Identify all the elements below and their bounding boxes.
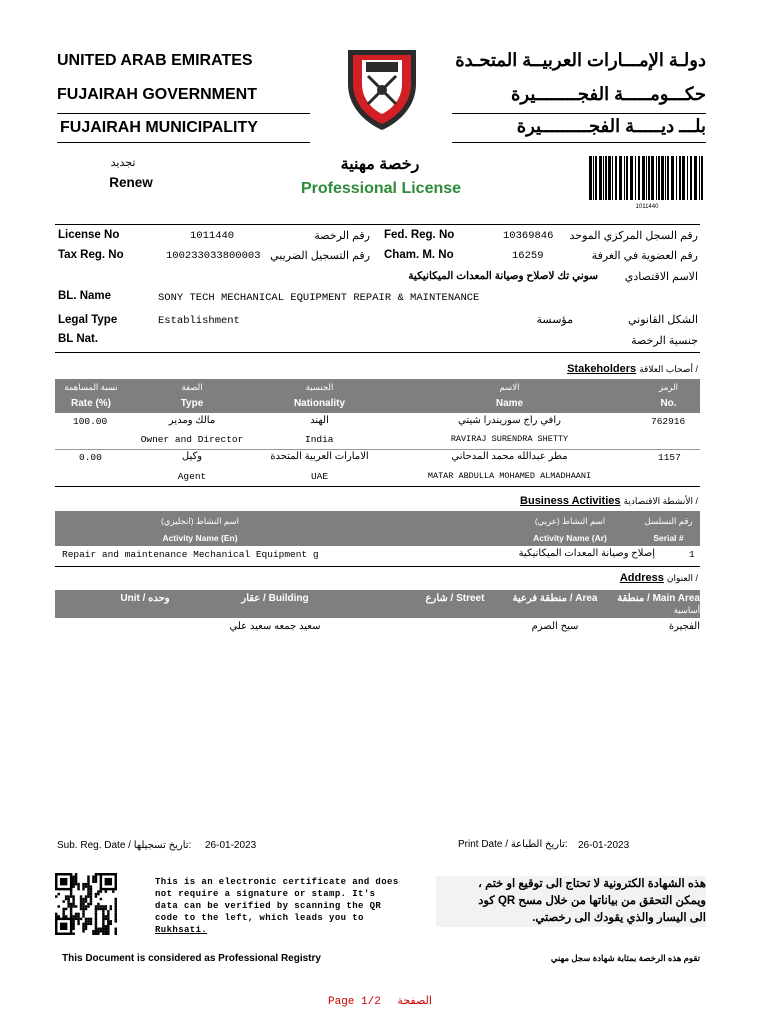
page-number-en: Page 1/2 <box>328 996 381 1008</box>
sub-reg-label: Sub. Reg. Date / تاريخ تسجيلها: <box>57 840 192 851</box>
country-en: UNITED ARAB EMIRATES <box>57 52 253 69</box>
renew-ar: تجديد <box>110 157 136 169</box>
th-serial-ar: رقم التسلسل <box>644 516 693 526</box>
registry-ar: تقوم هذه الرخصة بمثابة شهادة سجل مهني <box>550 953 700 963</box>
print-label: Print Date / تاريخ الطباعة: <box>458 839 568 850</box>
rate: 0.00 <box>79 452 102 463</box>
notice-en-line: This is an electronic certificate and does <box>155 877 399 887</box>
notice-en-line: not require a signature or stamp. It's <box>155 889 376 899</box>
notice-ar-line: الى اليسار والذي يقودك الى رخصتي. <box>532 912 706 924</box>
address-title-ar: العنوان / <box>666 573 698 583</box>
table-row <box>55 450 700 486</box>
th-rate-ar: نسبة المساهمة <box>64 382 118 392</box>
government-ar: حكـــومـــــة الفجــــــــيرة <box>510 84 706 104</box>
th-activity-en: Activity Name (En) <box>162 533 238 543</box>
cham-label: Cham. M. No <box>384 249 454 261</box>
th-activity-en-ar: اسم النشاط (انجليزي) <box>160 516 239 526</box>
name-ar: مطر عبدالله محمد المدحاني <box>451 451 568 462</box>
type-en: Agent <box>177 471 207 482</box>
legal-type: Establishment <box>158 315 240 327</box>
th-nat-ar: الجنسية <box>305 382 334 392</box>
barcode <box>588 156 706 210</box>
address-title <box>620 572 698 584</box>
nat-ar: الهند <box>310 415 329 426</box>
tax-reg-no: 100233033800003 <box>166 250 261 262</box>
stakeholders-title-en: Stakeholders <box>567 363 637 375</box>
tax-reg-label: Tax Reg. No <box>58 249 124 261</box>
address-header <box>55 590 700 618</box>
bl-name: SONY TECH MECHANICAL EQUIPMENT REPAIR & MAINTENANCE <box>158 292 480 304</box>
barcode-number: 1011440 <box>635 204 659 210</box>
stakeholders-header <box>55 379 700 413</box>
notice-en <box>155 876 417 934</box>
rukhsati-link[interactable]: Rukhsati. <box>155 925 208 935</box>
activities-header <box>55 511 700 546</box>
activities-title <box>520 495 698 507</box>
stakeholders-title <box>567 363 698 375</box>
nat-en: UAE <box>310 471 329 482</box>
notice-en-line: code to the left, which leads you to <box>155 913 364 923</box>
page-number <box>328 994 432 1008</box>
th-activity-ar-ar: اسم النشاط (عربي) <box>534 516 606 526</box>
municipality-ar: بلـــ ديـــــة الفجـــــــــيرة <box>516 116 706 136</box>
activity-name-en: Repair and maintenance Mechanical Equipment g <box>62 549 319 560</box>
notice-ar <box>436 876 706 927</box>
print-date: 26-01-2023 <box>578 840 630 851</box>
name-ar: رافي راج سوريندرا شيتي <box>458 415 561 426</box>
license-no-ar: رقم الرخصة <box>314 230 370 242</box>
th-nat: Nationality <box>293 398 346 409</box>
qr-code-icon[interactable] <box>55 873 117 935</box>
th-serial: Serial # <box>653 533 684 543</box>
th-unit: Unit / وحده <box>120 593 170 604</box>
th-building: عقار / Building <box>241 593 309 604</box>
government-en: FUJAIRAH GOVERNMENT <box>57 86 258 103</box>
activity-name-ar: إصلاح وصيانة المعدات الميكانيكية <box>518 548 655 559</box>
th-area: منطقة فرعية / Area <box>512 593 598 604</box>
building-value: سعيد جمعه سعيد علي <box>229 621 321 632</box>
renew-en: Renew <box>109 175 153 190</box>
area-value: سيح الصرم <box>531 621 579 632</box>
th-main-area: منطقة / Main Area <box>617 593 700 604</box>
license-type-en: Professional License <box>300 180 462 197</box>
econ-name-ar: الاسم الاقتصادي <box>624 271 698 283</box>
license-no-label: License No <box>58 229 120 241</box>
th-no: No. <box>660 398 677 409</box>
address-title-en: Address <box>619 572 664 584</box>
cham-ar: رقم العضوية في الغرفة <box>591 250 698 262</box>
th-street: شارع / Street <box>425 593 485 604</box>
th-no-ar: الرمز <box>659 382 678 392</box>
fujairah-emblem-icon <box>344 44 420 134</box>
type-ar: وكيل <box>181 451 203 462</box>
table-row <box>55 546 700 566</box>
th-type: Type <box>180 398 204 409</box>
municipality-en: FUJAIRAH MUNICIPALITY <box>60 119 258 136</box>
type-ar: مالك ومدير <box>168 415 216 426</box>
bl-name-label: BL. Name <box>58 290 112 302</box>
name-en: RAVIRAJ SURENDRA SHETTY <box>450 434 569 444</box>
nat-en: India <box>305 434 334 445</box>
th-activity-ar: Activity Name (Ar) <box>533 533 607 543</box>
no: 1157 <box>658 452 681 463</box>
page-number-ar: الصفحة <box>397 994 432 1007</box>
fed-reg-no: 10369846 <box>503 230 554 242</box>
th-name-ar: الاسم <box>499 382 520 392</box>
license-no: 1011440 <box>190 230 235 242</box>
no: 762916 <box>651 416 686 427</box>
legal-type-ar: الشكل القانوني <box>628 314 698 326</box>
legal-type-value-ar: مؤسسة <box>536 314 573 326</box>
bl-nat-ar: جنسية الرخصة <box>631 335 698 347</box>
rate: 100.00 <box>73 416 108 427</box>
cham-no: 16259 <box>512 250 544 262</box>
registry-en: This Document is considered as Professional Registry <box>62 953 321 964</box>
th-main-area-2: أساسية <box>673 605 700 615</box>
table-row <box>55 619 700 639</box>
main-area-value: الفجيرة <box>668 621 700 632</box>
sub-reg-date: 26-01-2023 <box>205 840 257 851</box>
notice-ar-line: هذه الشهادة الكترونية لا تحتاج الى توقيع او ختم ، <box>478 878 706 890</box>
nat-ar: الامارات العربية المتحدة <box>270 451 369 462</box>
activity-serial: 1 <box>689 549 695 560</box>
type-en: Owner and Director <box>140 434 244 445</box>
bl-nat-label: BL Nat. <box>58 333 99 345</box>
license-type-ar: رخصة مهنية <box>340 156 420 173</box>
notice-en-line: data can be verified by scanning the QR <box>155 901 382 911</box>
fed-reg-ar: رقم السجل المركزي الموحد <box>569 230 698 242</box>
stakeholders-title-ar: أصحاب العلاقة / <box>639 364 698 374</box>
table-row <box>55 413 700 449</box>
notice-ar-line: ويمكن التحقق من بياناتها من خلال مسح QR كود <box>478 895 706 907</box>
tax-reg-ar: رقم التسجيل الضريبي <box>270 250 370 262</box>
econ-name-value-ar: سوني تك لاصلاح وصيانة المعدات الميكانيكية <box>408 270 598 282</box>
country-ar: دولـة الإمـــارات العربيــة المتحـدة <box>455 50 706 70</box>
name-en: MATAR ABDULLA MOHAMED ALMADHAANI <box>427 471 592 481</box>
fed-reg-label: Fed. Reg. No <box>384 229 455 241</box>
activities-title-en: Business Activities <box>520 495 621 507</box>
th-rate: Rate (%) <box>70 398 111 409</box>
th-type-ar: الصفة <box>181 382 203 392</box>
activities-title-ar: الأنشطة الاقتصادية / <box>623 496 698 506</box>
legal-type-label: Legal Type <box>58 314 118 326</box>
th-name: Name <box>495 398 524 409</box>
